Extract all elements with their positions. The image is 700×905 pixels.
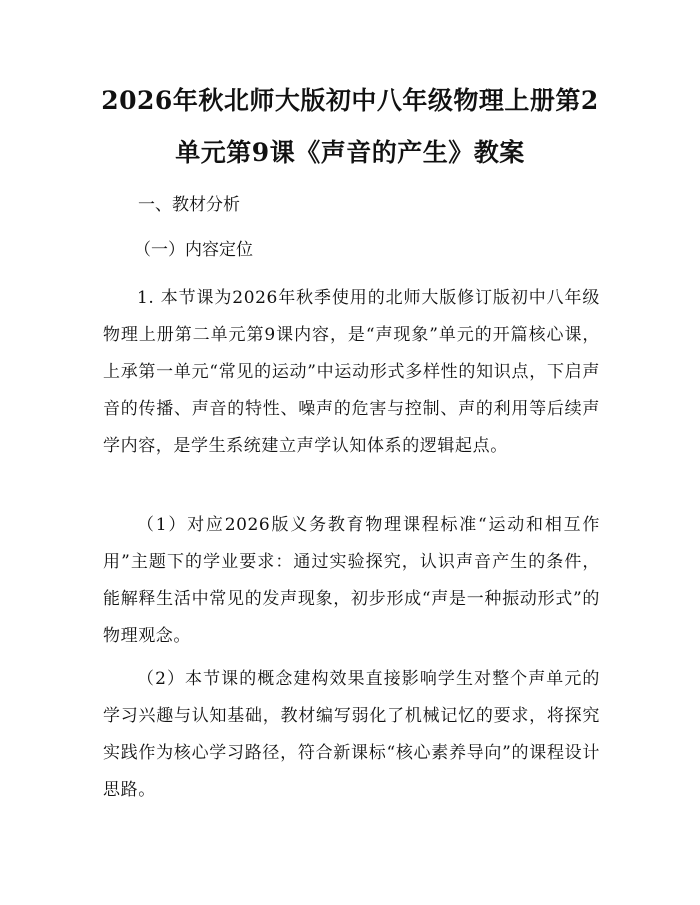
paragraph-1: 1. 本节课为2026年秋季使用的北师大版修订版初中八年级物理上册第二单元第9课内容，是“声现象”单元的开篇核心课，上承第一单元“常见的运动”中运动形式多样性的知识点，下启声音的传播、声音的特性、噪声的危害与控制、声的利用等后续声学内容，是学生系统建立声学认知体系的逻辑起点。	[103, 288, 600, 456]
section-heading-textbook-analysis: 一、教材分析	[138, 195, 240, 215]
document-title-line-2: 单元第9课《声音的产生》教案	[175, 138, 525, 167]
paragraph-3: （2）本节课的概念建构效果直接影响学生对整个声单元的学习兴趣与认知基础，教材编写弱化了机械记忆的要求，将探究实践作为核心学习路径，符合新课标“核心素养导向”的课程设计思路。	[103, 669, 600, 800]
subsection-heading-content-positioning: （一）内容定位	[134, 240, 253, 260]
paragraph-2: （1）对应2026版义务教育物理课程标准“运动和相互作用”主题下的学业要求：通过实验探究，认识声音产生的条件，能解释生活中常见的发声现象，初步形成“声是一种振动形式”的物理观念。	[103, 515, 600, 646]
document-title-line-1: 2026年秋北师大版初中八年级物理上册第2	[101, 86, 599, 115]
